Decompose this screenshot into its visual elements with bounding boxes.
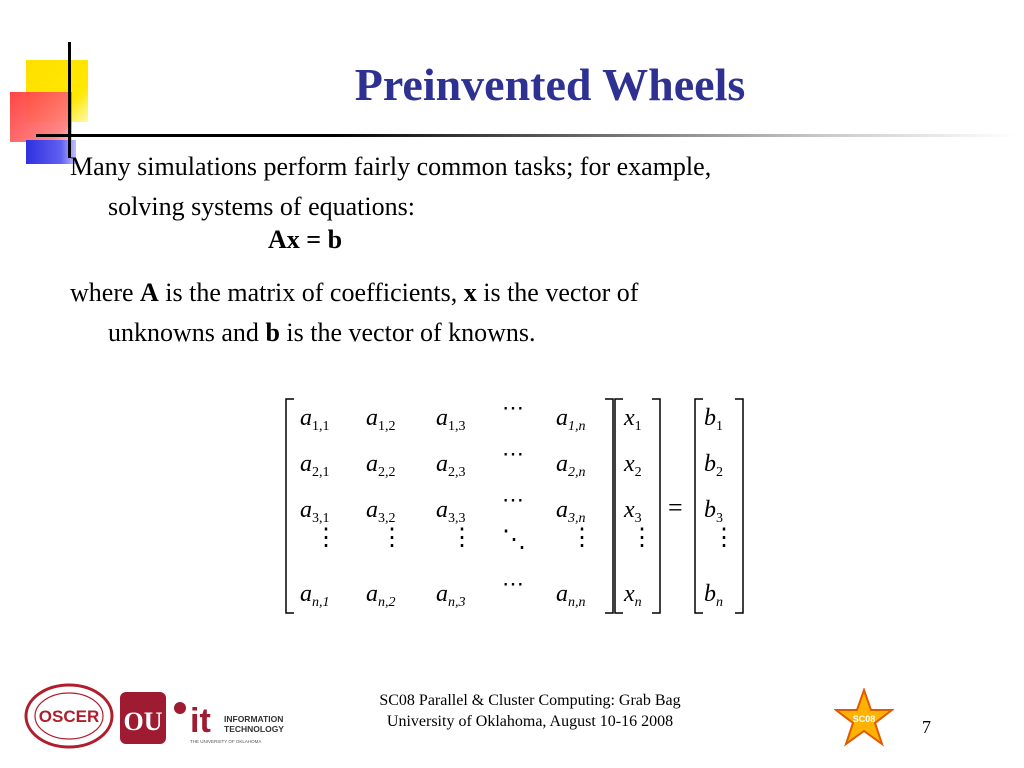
vector-b-cell-4: $b_n$ xyxy=(704,581,723,610)
matrix-a-cell-1-1: $a_{1,1}$ xyxy=(300,405,330,434)
svg-text:OSCER: OSCER xyxy=(38,707,100,726)
cdots-row-1: ⋯ xyxy=(502,395,524,420)
matrix-a-cell-4-1: $a_{n,1}$ xyxy=(300,581,330,610)
matrix-a-cell-2-1: $a_{2,1}$ xyxy=(300,451,330,480)
oscer-logo xyxy=(24,683,114,749)
vdots-col-n: ⋮ xyxy=(570,525,594,551)
svg-text:it: it xyxy=(190,702,211,740)
matrix-a-cell-4-2: $a_{n,2}$ xyxy=(366,581,396,610)
matrix-a-cell-1-3: $a_{1,3}$ xyxy=(436,405,466,434)
matrix-equals-sign: = xyxy=(668,493,683,522)
intro-line-1: Many simulations perform fairly common tasks; for example, xyxy=(70,152,712,181)
def-x: x xyxy=(463,278,477,307)
cdots-row-3: ⋯ xyxy=(502,487,524,512)
page-number: 7 xyxy=(922,717,931,737)
matrix-a-cell-2-3: $a_{2,3}$ xyxy=(436,451,466,480)
def-A: A xyxy=(140,278,159,307)
vector-x-cell-4: $x_n$ xyxy=(624,581,642,610)
vector-b-cell-3: $b_3$ xyxy=(704,497,723,526)
matrix-a-left-bracket xyxy=(286,399,294,613)
vector-b-cell-2: $b_2$ xyxy=(704,451,723,480)
vector-b-right-bracket xyxy=(735,399,743,613)
matrix-svg xyxy=(280,395,760,620)
matrix-equation xyxy=(280,395,760,625)
def-unknowns: unknowns and xyxy=(108,318,266,347)
vector-x-cell-1: $x_1$ xyxy=(624,405,642,434)
slide-title: Preinvented Wheels xyxy=(354,59,746,110)
vdots-b: ⋮ xyxy=(712,525,736,551)
paragraph-definitions xyxy=(70,273,970,353)
vector-x-right-bracket xyxy=(652,399,660,613)
cdots-row-n: ⋯ xyxy=(502,571,524,596)
title-underline xyxy=(36,134,1016,137)
matrix-a-cell-3-1: $a_{3,1}$ xyxy=(300,497,330,526)
ou-logo xyxy=(118,688,168,748)
vdots-col-2: ⋮ xyxy=(380,525,404,551)
intro-line-2: solving systems of equations: xyxy=(108,192,415,221)
def-line-2 xyxy=(70,313,970,353)
matrix-a-cell-3-3: $a_{3,3}$ xyxy=(436,497,466,526)
footer-text xyxy=(330,690,730,732)
def-mid1: is the matrix of coefficients, xyxy=(158,278,464,307)
def-where: where xyxy=(70,278,141,307)
footer-line-2: University of Oklahoma, August 10-16 2008 xyxy=(386,713,674,730)
matrix-a-cell-1-4: $a_{1,n}$ xyxy=(556,405,586,434)
vector-x-cell-3: $x_3$ xyxy=(624,497,642,526)
vector-x-cell-2: $x_2$ xyxy=(624,451,642,480)
svg-text:TECHNOLOGY: TECHNOLOGY xyxy=(224,724,284,734)
vector-x-left-bracket xyxy=(615,399,623,613)
matrix-a-cell-2-2: $a_{2,2}$ xyxy=(366,451,396,480)
vector-b-cell-1: $b_1$ xyxy=(704,405,723,434)
svg-text:THE UNIVERSITY OF OKLAHOMA: THE UNIVERSITY OF OKLAHOMA xyxy=(190,739,262,744)
matrix-a-cell-1-2: $a_{1,2}$ xyxy=(366,405,396,434)
vdots-col-3: ⋮ xyxy=(450,525,474,551)
matrix-a-cell-3-2: $a_{3,2}$ xyxy=(366,497,396,526)
matrix-a-cell-4-4: $a_{n,n}$ xyxy=(556,581,586,610)
vdots-col-1: ⋮ xyxy=(314,525,338,551)
vector-b-left-bracket xyxy=(695,399,703,613)
svg-text:SC08: SC08 xyxy=(852,714,876,724)
matrix-a-cell-3-4: $a_{3,n}$ xyxy=(556,497,586,526)
matrix-a-cell-4-3: $a_{n,3}$ xyxy=(436,581,466,610)
vdots-x: ⋮ xyxy=(630,525,654,551)
svg-text:INFORMATION: INFORMATION xyxy=(224,714,284,724)
svg-text:OU: OU xyxy=(123,707,163,736)
def-b: b xyxy=(265,318,280,347)
paragraph-intro xyxy=(70,147,970,227)
horizontal-dots xyxy=(502,395,524,596)
vertical-dots-row xyxy=(314,525,736,553)
it-logo xyxy=(172,690,288,746)
def-mid2: is the vector of xyxy=(476,278,639,307)
def-end: is the vector of knowns. xyxy=(279,318,536,347)
ddots: ⋱ xyxy=(502,527,526,553)
matrix-a-cell-2-4: $a_{2,n}$ xyxy=(556,451,586,480)
footer-line-1: SC08 Parallel & Cluster Computing: Grab Bag xyxy=(379,692,681,709)
cdots-row-2: ⋯ xyxy=(502,441,524,466)
decor-vertical-line xyxy=(68,42,71,158)
matrix-a-right-bracket xyxy=(605,399,613,613)
equation-axb: Ax = b xyxy=(268,225,343,254)
sc08-logo xyxy=(834,688,894,748)
